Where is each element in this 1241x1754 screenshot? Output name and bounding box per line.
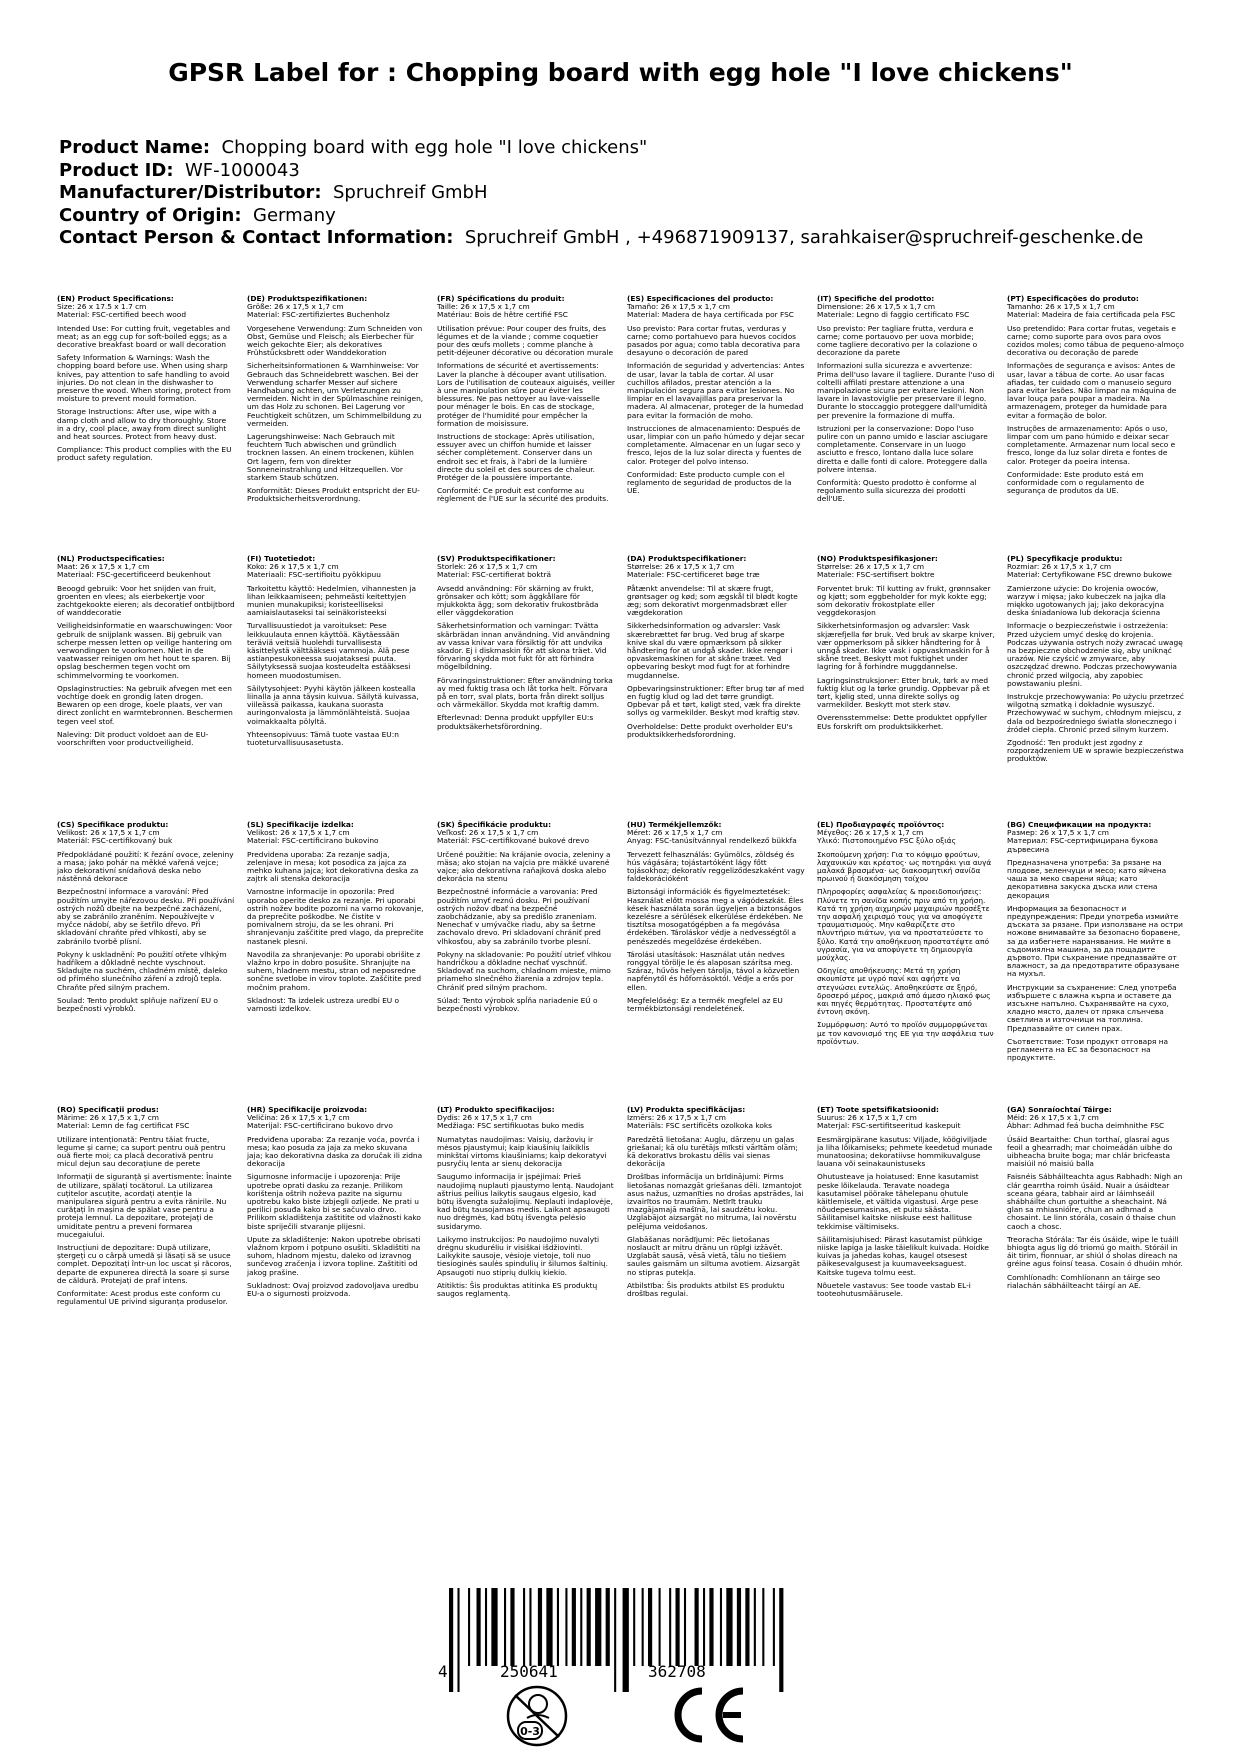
language-paragraph: Upute za skladištenje: Nakon upotrebe obrisati vlažnom krpom i potpuno osušiti. Skladištiti na suhom, hladnom mjestu, daleko od izravnog sunčevog zračenja i izvora topline. Zaštititi od jakog prašine. [247,1234,421,1277]
language-heading: (EL) Προδιαγραφές προϊόντος: [817,820,945,829]
barcode-bar [684,1588,686,1666]
language-heading: (BG) Спецификации на продукта: [1007,820,1152,829]
language-block [247,295,425,509]
language-paragraph: Συμμόρφωση: Αυτό το προϊόν συμμορφώνεται με τον κανονισμό της ΕΕ για την ασφάλεια των προϊόντων. [817,1020,994,1046]
language-paragraph: Velikost: 26 x 17,5 x 1,7 cm Material: FSC-certificirano bukovino [247,828,379,846]
language-paragraph: Pokyny k uskladnění: Po použití otřete vlhkým hadříkem a důkladně nechte vyschnout. Skladujte na suchém, chladném místě, daleko od přímého slunečního záření a zdrojů tepla. Chraňte před silným prachem. [57,949,228,992]
barcode-bar [595,1588,601,1666]
language-paragraph: Conformitate: Acest produs este conform cu regulamentul UE privind siguranța produselor. [57,1289,228,1307]
language-block [437,1106,615,1311]
info-label: Manufacturer/Distributor: [59,182,322,203]
barcode-bar [709,1588,713,1666]
barcode-bar [449,1588,453,1692]
language-block [57,1106,235,1311]
language-row [57,1106,1187,1311]
language-paragraph: Informazioni sulla sicurezza e avvertenze: Prima dell'uso lavare il tagliere. Durante l'uso di coltelli affilati prestare attenzione a una manipolazione sicura per evitare lesioni. Non lavare in lavastoviglie per preservare il legno. Durante lo stoccaggio proteggere dall'umidità per prevenire la formazione di muffa. [817,361,995,420]
language-paragraph: Größe: 26 x 17,5 x 1,7 cm Material: FSC-zertifiziertes Buchenholz [247,302,390,320]
language-paragraph: Instrukcje przechowywania: Po użyciu przetrzeć wilgotną szmatką i dokładnie wysuszyć. Przechowywać w suchym, chłodnym miejscu, z dala od bezpośredniego światła słonecznego i źródeł ciepła. Chronić przed silnym kurzem. [1007,692,1184,734]
barcode-bar [457,1588,459,1692]
language-paragraph: Vorgesehene Verwendung: Zum Schneiden von Obst, Gemüse und Fleisch; als Eierbecher für weich gekochte Eier; als dekoratives Frühstücksbrett oder Wanddekoration [247,323,423,358]
language-heading: (RO) Specificații produs: [57,1105,159,1114]
barcode-bar [538,1588,542,1666]
language-paragraph: Conformidade: Este produto está em conformidade com o regulamento de segurança de produtos da UE. [1007,469,1145,496]
language-paragraph: Zamierzone użycie: Do krojenia owoców, warzyw i mięsa; jako kubeczek na jajka dla miękko ugotowanych jaj; jako dekoracyjna deska śniadaniowa lub dekoracja ścienna [1007,583,1166,618]
language-heading: (FR) Spécifications du produit: [437,294,565,303]
language-paragraph: Méret: 26 x 17,5 x 1,7 cm Anyag: FSC-tanúsítvánnyal rendelkező bükkfa [627,828,797,846]
language-block [57,555,235,769]
language-paragraph: Beoogd gebruik: Voor het snijden van fruit, groenten en vlees; als eierbekertje voor zachtgekookte eieren; als decoratief ontbijtbord of wanddecoratie [57,583,235,618]
language-heading: (FI) Tuotetiedot: [247,554,316,563]
language-paragraph: Størrelse: 26 x 17,5 x 1,7 cm Materiale: FSC-sertifisert boktre [817,562,935,580]
language-heading: (NL) Productspecificaties: [57,554,165,563]
barcode-bar [504,1588,506,1666]
language-paragraph: Izmērs: 26 x 17,5 x 1,7 cm Materiāls: FSC sertificēts ozolkoka koks [627,1113,772,1131]
barcode-bar [614,1588,616,1692]
language-paragraph: Tamanho: 26 x 17,5 x 1,7 cm Material: Madeira de faia certificada pela FSC [1007,302,1176,320]
language-paragraph: Treoracha Stórála: Tar éis úsáide, wipe le tuáill bhiogta agus lig dó triomú go maith. Stóráil in áit tirim, fionnuar, ar shiúl ó sholas díreach na gréine agus foinsí teasa. Cosain ó dhuóin mhór. [1007,1234,1183,1269]
barcode-bar [703,1588,705,1666]
language-paragraph: Uso previsto: Para cortar frutas, verduras y carne; como portahuevo para huevos cocidos pasados por agua; como tabla decorativa para desayuno o decoración de pared [627,323,800,358]
language-paragraph: Overensstemmelse: Dette produktet oppfyller EUs forskrift om produktsikkerhet. [817,713,988,731]
language-paragraph: Información de seguridad y advertencias: Antes de usar, lavar la tabla de cortar. Al usar cuchillos afilados, prestar atención a la manipulación segura para evitar lesiones. No limpiar en el lavavajillas para preservar la madera. Al almacenar, proteger de la humedad para evitar la formación de moho. [627,361,805,420]
language-row [57,555,1187,769]
language-paragraph: Informações de segurança e avisos: Antes de usar, lavar a tábua de corte. Ao usar facas afiadas, ter cuidado com o manuseio seguro para evitar lesões. Não limpar na máquina de lavar louça para poupar a madeira. Na armazenagem, proteger da humidade para evitar a formação de bolor. [1007,361,1177,420]
ce-mark-icon [667,1685,749,1745]
language-paragraph: Conformidad: Este producto cumple con el reglamento de seguridad de productos de la UE. [627,469,792,496]
language-block [1007,295,1185,509]
age-warning-0-3-icon [505,1684,569,1748]
info-value: Spruchreif GmbH , +496871909137, sarahkaiser@spruchreif-geschenke.de [464,227,1144,248]
barcode-bar [726,1588,732,1666]
barcode-digits-mid: 250641 [500,1662,558,1681]
language-block [247,821,425,1067]
language-block [437,555,615,769]
language-paragraph: Storage Instructions: After use, wipe with a damp cloth and allow to dry thoroughly. Store in a dry, cool place, away from direct sunlight and heat sources. Protect from heavy dust. [57,407,227,442]
language-paragraph: Uso previsto: Per tagliare frutta, verdura e carne; come portauovo per uova morbide; come tagliere decorativo per la colazione o decorazione da parete [817,323,978,358]
language-heading: (DE) Produktspezifikationen: [247,294,368,303]
language-paragraph: Zgodność: Ten produkt jest zgodny z rozporządzeniem UE w sprawie bezpieczeństwa produktów. [1007,738,1184,764]
language-paragraph: Πληροφορίες ασφαλείας & προειδοποιήσεις: Πλύνετε τη σανίδα κοπής πριν από τη χρήση. Κατά τη χρήση αιχμηρών μαχαιριών προσέξτε την ασφαλή χειρισμό τους για να αποφύγετε τραυματισμούς. Μην καθαρίζετε στο πλυντήριο πιάτων, για να προστατεύσετε το ξύλο. Κατά την αποθήκευση προστατέψτε από υγρασία, για να αποφύγετε τη δημιουργία μούχλας. [817,887,990,963]
language-paragraph: Предназначена употреба: За рязане на плодове, зеленчуци и месо; като яйчена чаша за меко сварени яйца; като декоративна закуска дъска или стена декорация [1007,857,1167,900]
language-paragraph: Predvidena uporaba: Za rezanje sadja, zelenjave in mesa; kot posodica za jajca za mehko kuhana jajca; kot dekorativna deska za zajtrk ali stenska dekoracija [247,849,419,884]
language-block [437,821,615,1067]
language-paragraph: Storlek: 26 x 17,5 x 1,7 cm Material: FSC-certifierat bokträ [437,562,552,580]
language-paragraph: Οδηγίες αποθήκευσης: Μετά τη χρήση σκουπίστε με υγρό πανί και αφήστε να στεγνώσει εντελώς. Αποθηκεύστε σε ξηρό, δροσερό μέρος, μακριά από άμεσο ηλιακό φως και πηγές θερμότητας. Προστατέψτε από έντονη σκόνη. [817,966,991,1017]
language-block [57,821,235,1067]
barcode-bar [623,1588,629,1692]
language-block [627,821,805,1067]
language-paragraph: Säilytysohjeet: Pyyhi käytön jälkeen kostealla liinalla ja anna täysin kuivua. Säilytä kuivassa, viileässä paikassa, kaukana suorasta auringonvalosta ja lämmönlähteistä. Suojaa voimakkaalta pölyltä. [247,683,419,726]
language-heading: (SK) Špecifikácie produktu: [437,820,552,829]
info-label: Product ID: [59,159,174,181]
barcode-bar [720,1588,722,1666]
barcode-bar [773,1588,775,1666]
language-paragraph: Påtænkt anvendelse: Til at skære frugt, grøntsager og kød; som ægskål til blødt kogte æg; som dekorativt morgenmadsbræt eller vægdekoration [627,583,798,618]
contact-row [59,227,1143,250]
language-heading: (ET) Toote spetsifikatsioonid: [817,1105,939,1114]
info-value: Chopping board with egg hole "I love chickens" [221,137,648,158]
barcode-bar [762,1588,764,1666]
barcode-bar [580,1588,582,1666]
svg-text:0-3: 0-3 [520,1725,540,1738]
language-paragraph: Mărime: 26 x 17,5 x 1,7 cm Material: Lemn de fag certificat FSC [57,1113,190,1131]
language-paragraph: Tervezett felhasználás: Gyümölcs, zöldség és hús vágására; tojástartóként lágy főtt tojásokhoz; dekoratív reggeliződeszkaként vagy faldekorációként [627,849,805,884]
language-paragraph: Size: 26 x 17.5 x 1.7 cm Material: FSC-certified beech wood [57,302,187,320]
language-paragraph: Úsáid Beartaithe: Chun torthaí, glasraí agus feoil a ghearradh; mar choimeádán uibhe do uibheacha bruite boga; mar chlár bricfeasta maisiúil nó maisiú balla [1007,1134,1173,1169]
barcode-bar [675,1588,679,1666]
language-paragraph: Sigurnosne informacije i upozorenja: Prije upotrebe oprati dasku za rezanje. Prilikom korištenja oštrih noževa pazite na sigurnu upotrebu kako biste izbjegli ozljede. Ne prati u perilici posuđa kako bi se sačuvalo drvo. Prilikom skladištenja zaštitite od vlažnosti kako biste spriječili stvaranje plijesni. [247,1172,421,1231]
language-paragraph: Uso pretendido: Para cortar frutas, vegetais e carne; como suporte para ovos para ovos cozidos moles; como tábua de pequeno-almoço decorativa ou decoração de parede [1007,323,1184,358]
info-value: Spruchreif GmbH [332,182,488,203]
language-paragraph: Určené použitie: Na krájanie ovocia, zeleniny a mäsa; ako stojan na vajcia pre mäkké uvarené vajce; ako dekoratívna raňajková doska alebo dekorácia na stenu [437,849,611,884]
product-name-row [59,137,1143,160]
language-paragraph: Bezpečnostné informácie a varovania: Pred použitím umyť reznú dosku. Pri používaní ostrých nožov dbať na bezpečné zaobchádzanie, aby sa predišlo zraneniam. Nenechať v umývačke riadu, aby sa šetrne zachovalo drevo. Pri skladovaní chrániť pred vlhkosťou, aby sa zabránilo tvorbe plesní. [437,887,601,946]
language-paragraph: Intended Use: For cutting fruit, vegetables and meat; as an egg cup for soft-boiled eggs; as a decorative breakfast board or wall decoration [57,323,231,350]
barcode-bar [491,1588,497,1666]
language-heading: (HR) Specifikacije proizvoda: [247,1105,368,1114]
language-paragraph: Navodila za shranjevanje: Po uporabi obrišite z vlažno krpo in dobro posušite. Shranjujte na suhem, hladnem mestu, stran od neposredne sončne svetlobe in virov toplote. Zaščitite pred močnim prahom. [247,949,422,992]
language-heading: (NO) Produktspesifikasjoner: [817,554,938,563]
barcode-bar [737,1588,741,1666]
language-paragraph: Suurus: 26 x 17,5 x 1,7 cm Materjal: FSC-sertifitseeritud kaskepuit [817,1113,961,1131]
language-paragraph: Sikkerhetsinformasjon og advarsler: Vask skjærefjella før bruk. Ved bruk av skarpe kniver, vær oppmerksom på sikker håndtering for å unngå skader. Ikke vask i oppvaskmaskin for å skåne treet. Beskytt mot fuktighet under lagring for å forhindre muggdannelse. [817,621,995,672]
barcode-bar [485,1588,487,1666]
language-paragraph: Bezpečnostní informace a varování: Před použitím umyjte nářezovou desku. Při používání ostrých nožů dbejte na bezpečné zacházení, aby se zabránilo zraněním. Nepoužívejte v myčce nádobí, aby se šetřilo dřevo. Při skladování chraňte před vlhkostí, aby se zabránilo tvorbě plísní. [57,887,235,946]
language-paragraph: Förvaringsinstruktioner: Efter användning torka av med fuktig trasa och låt torka helt. Förvara på en torr, sval plats, borta från direkt solljus och värmekällor. Skydda mot kraftig damm. [437,675,613,710]
language-paragraph: Veľkosť: 26 x 17,5 x 1,7 cm Materiál: FSC-certifikované bukové drevo [437,828,589,846]
info-value: WF-1000043 [184,159,300,181]
barcode-bar [659,1588,661,1666]
language-block [1007,555,1185,769]
language-heading: (HU) Termékjellemzők: [627,820,722,829]
language-paragraph: Instruções de armazenamento: Após o uso, limpar com um pano húmido e deixar secar completamente. Armazenar num local seco e fresco, longe da luz solar direta e fontes de calor. Proteger da poeira intensa. [1007,423,1176,466]
language-block [817,1106,995,1311]
language-paragraph: Opbevaringsinstruktioner: Efter brug tør af med en fugtig klud og lad det tørre grundigt. Opbevar på et tørt, køligt sted, væk fra direkte sollys og varmekilder. Beskyt mod kraftig støv. [627,683,805,718]
language-paragraph: Numatytas naudojimas: Vaisių, daržovių ir mėsos pjaustymui; kaip kiaušinių laikiklis minkštai virtoms kiaušiniams; kaip dekoratyvi pusryčių lenta ar sienų dekoracija [437,1134,607,1169]
language-block [247,1106,425,1311]
language-paragraph: Paredzētā lietošana: Augļu, dārzeņu un gaļas griešanai; kā olu turētājs mīksti vārītām olām; kā dekoratīvs brokastu dēlis vai sienas dekorācija [627,1134,798,1169]
barcode-bar [557,1588,559,1666]
language-paragraph: Megfelelőség: Ez a termék megfelel az EU termékbiztonsági rendeletének. [627,995,783,1014]
language-paragraph: Размер: 26 x 17,5 x 1,7 cm Материал: FSC-сертифицирана букова дървесина [1007,828,1159,854]
language-paragraph: Soulad: Tento produkt splňuje nařízení EU o bezpečnosti výrobků. [57,995,218,1014]
language-paragraph: Instrucțiuni de depozitare: După utilizare, ștergeți cu o cârpă umedă și lăsați să se usuce complet. Depozitați într-un loc uscat și răcoros, departe de expunerea directă la soare și surse de căldură. Protejați de praf intens. [57,1243,232,1285]
language-paragraph: Tamaño: 26 x 17,5 x 1,7 cm Material: Madera de haya certificada por FSC [627,302,794,320]
language-paragraph: Efterlevnad: Denna produkt uppfyller EU:s produktsäkerhetsförordning. [437,713,594,731]
language-paragraph: Varnostne informacije in opozorila: Pred uporabo operite desko za rezanje. Pri uporabi ostrih nožev bodite pozorni na varno rokovanje, da preprečite poškodbe. Ne čistite v pomivalnem stroju, da se les ohrani. Pri shranjevanju zaščitite pred vlago, da preprečite nastanek plesni. [247,887,424,946]
barcode-bar [669,1588,671,1666]
language-paragraph: Safety Information & Warnings: Wash the chopping board before use. When using sharp knives, pay attention to safe handling to avoid injuries. Do not clean in the dishwasher to preserve the wood. When storing, protect from moisture to prevent mould formation. [57,353,231,404]
page-title: GPSR Label for : Chopping board with egg hole "I love chickens" [168,58,1073,87]
language-paragraph: Avsedd användning: För skärning av frukt, grönsaker och kött; som äggkållare för mjukkokta ägg; som dekorativ frukostbräda eller väggdekoration [437,583,599,618]
language-heading: (SV) Produktspecifikationer: [437,554,556,563]
language-heading: (LV) Produkta specifikācijas: [627,1105,746,1114]
language-block [1007,1106,1185,1311]
language-heading: (GA) Sonraíochtaí Táirge: [1007,1105,1112,1114]
language-paragraph: Yhteensopivuus: Tämä tuote vastaa EU:n tuoteturvallisuusasetusta. [247,729,399,748]
language-paragraph: Istruzioni per la conservazione: Dopo l'uso pulire con un panno umido e lasciar asciugare completamente. Conservare in un luogo asciutto e fresco, lontano dalla luce solare diretta e dalle fonti di calore. Proteggere dalla polvere intensa. [817,423,988,474]
language-paragraph: Pokyny na skladovanie: Po použití utrieť vlhkou handričkou a dôkladne nechať vyschnúť. Skladovať na suchom, chladnom mieste, mimo priameho slnečného žiarenia a zdrojov tepla. Chrániť pred silným prachom. [437,949,612,992]
language-paragraph: Informations de sécurité et avertissements: Laver la planche à découper avant utilisation. Lors de l'utilisation de couteaux aiguisés, veiller à une manipulation sûre pour éviter les blessures. Ne pas nettoyer au lave-vaisselle pour ménager le bois. En cas de stockage, protéger de l'humidité pour empêcher la formation de moisissure. [437,361,615,428]
language-paragraph: Sikkerhedsinformation og advarsler: Vask skærebrættet før brug. Ved brug af skarpe knive skal du være opmærksom på sikker håndtering for at undgå skader. Ikke rengør i opvaskemaskinen for at skåne træet. Ved opbevaring beskyt mod fugt for at forhindre mugdannelse. [627,621,793,680]
barcode [435,1588,815,1692]
language-paragraph: Taille: 26 x 17,5 x 1,7 cm Matériau: Bois de hêtre certifié FSC [437,302,568,320]
language-paragraph: Инструкции за съхранение: След употреба избършете с влажна кърпа и оставете да изсъхне напълно. Съхранявайте на сухо, хладно място, далеч от пряка слънчева светлина и източници на топлина. Предпазвайте от силен прах. [1007,982,1177,1033]
language-block [817,295,995,509]
language-block [627,295,805,509]
barcode-bar [546,1588,552,1666]
language-paragraph: Biztonsági információk és figyelmeztetések: Használat előtt mossa meg a vágódeszkát. Éles kések használata során ügyeljen a biztonságos kezelésre a sérülések elkerülése érdekében. Ne tisztítsa mosogatógépben a fa megóvása érdekében. Tároláskor védje a nedvességtől a penészedés megelőzése érdekében. [627,887,804,946]
barcode-bar [572,1588,576,1666]
language-paragraph: Säkerhetsinformation och varningar: Tvätta skärbrädan innan användning. Vid användning av vassa knivar vara försiktig för att undvika skador. Ej i diskmaskin för att skona träet. Vid förvaring skydda mot fukt för att förhindra mögelbildning. [437,621,610,672]
barcode-bar [648,1588,652,1666]
language-heading: (SL) Specifikacije izdelka: [247,820,354,829]
language-paragraph: Μέγεθος: 26 x 17,5 x 1,7 cm Υλικό: Πιστοποιημένο FSC ξύλο οξιάς [817,828,956,846]
country-row [59,205,1143,228]
language-paragraph: Σκοπούμενη χρήση: Για το κόψιμο φρούτων, λαχανικών και κρέατος· ως ποτηράκι για αυγά μαλακά βρασμένα· ως διακοσμητική σανίδα πρωινού ή διακόσμηση τοίχου [817,849,992,884]
language-block [57,295,235,509]
barcode-bar [565,1588,567,1666]
language-block [817,555,995,769]
language-block [437,295,615,509]
barcode-bar [606,1588,610,1666]
info-label: Country of Origin: [59,204,242,226]
barcode-bar [745,1588,749,1666]
language-paragraph: Comhlíonadh: Comhlíonann an táirge seo rialachán sábháilteacht táirgí an AE. [1007,1272,1161,1290]
language-paragraph: Tárolási utasítások: Használat után nedves ronggyal törölje le és alaposan szárítsa meg. Száraz, hűvös helyen tárolja, távol a közvetlen napfénytől és hőforrásoktól. Védje a erős por ellen. [627,949,800,992]
language-paragraph: Konformität: Dieses Produkt entspricht der EU-Produktsicherheitsverordnung. [247,486,420,504]
language-paragraph: Nõuetele vastavus: See toode vastab EL-i tooteohutusmäärusele. [817,1280,971,1299]
language-paragraph: Størrelse: 26 x 17,5 x 1,7 cm Materiale: FSC-certificeret bøge træ [627,562,760,580]
language-paragraph: Veiligheidsinformatie en waarschuwingen: Voor gebruik de snijplank wassen. Bij gebruik van scherpe messen letten op veilige hantering om verwondingen te voorkomen. Niet in de vaatwasser reinigen om het hout te sparen. Bij opslag beschermen tegen vocht om schimmelvorming te voorkomen. [57,621,233,680]
info-label: Product Name: [59,137,211,158]
language-paragraph: Sukladnost: Ovaj proizvod zadovoljava uredbu EU-a o sigurnosti proizvoda. [247,1280,419,1299]
barcode-bar [695,1588,699,1666]
language-paragraph: Utilizare intenționată: Pentru tăiat fructe, legume și carne; ca suport pentru ouă pentru ouă fierte moi; ca placă decorativă pentru micul dejun sau decorațiune de perete [57,1134,226,1169]
barcode-bar [779,1588,783,1692]
language-paragraph: Ohutusteave ja hoiatused: Enne kasutamist peske lõikelauda. Teravate noadega kasutamisel pöörake tähelepanu ohutule käitlemisele, et vältida vigastusi. Ärge pese nõudepesumasinas, et puitu säästa. Säilitamisel kaitske niiskuse eest hallituse tekkimise vältimiseks. [817,1172,979,1231]
barcode-bar [587,1588,591,1666]
language-paragraph: Lagerungshinweise: Nach Gebrauch mit feuchtem Tuch abwischen und gründlich trocknen lassen. An einem trockenen, kühlen Ort lagern, fern von direkter Sonneneinstrahlung und Hitzequellen. Vor starkem Staub schützen. [247,432,414,483]
barcode-bar [477,1588,481,1666]
language-paragraph: Laikymo instrukcijos: Po naudojimo nuvalyti drėgnu skuduréliu ir visiškai išdžiovinti. Laikykite sausoje, vėsioje vietoje, toli nuo tiesioginės saulės spindulių ir šilumos šaltinių. Apsaugoti nuo stiprių dulkių kiekio. [437,1234,608,1277]
language-paragraph: Faisnéis Sábháilteachta agus Rabhadh: Nigh an clár gearrtha roimh úsáid. Nuair a úsáidtear sceana géara, tabhair aird ar láimhseáil shábháilte chun gortuithe a sheachaint. Ná glan sa mhiasniólre, chun an adhmad a chosaint. Le linn stórála, cosain ó thaise chun caoch a chosc. [1007,1172,1183,1231]
barcode-bar [529,1588,531,1666]
language-heading: (EN) Product Specifications: [57,294,174,303]
language-paragraph: Skladnost: Ta izdelek ustreza uredbi EU o varnosti izdelkov. [247,995,400,1014]
language-block [247,555,425,769]
language-paragraph: Naleving: Dit product voldoet aan de EU-voorschriften voor productveiligheid. [57,729,209,748]
language-paragraph: Atbilstība: Šis produkts atbilst ES produktu drošības regulai. [627,1280,785,1299]
language-paragraph: Velikost: 26 x 17,5 x 1,7 cm Materiál: FSC-certifikovaný buk [57,828,173,846]
product-info [59,137,1143,250]
language-paragraph: Instructions de stockage: Après utilisation, essuyer avec un chiffon humide et laisser sécher complètement. Conserver dans un endroit sec et frais, à l'abri de la lumière directe du soleil et des sources de chaleur. Protéger de la poussière importante. [437,432,596,483]
language-paragraph: Súlad: Tento výrobok spĺňa nariadenie EÚ o bezpečnosti výrobkov. [437,995,598,1014]
language-paragraph: Koko: 26 x 17,5 x 1,7 cm Materiaali: FSC-sertifioitu pyökkipuu [247,562,381,580]
barcode-bar [642,1588,644,1666]
barcode-bar [468,1588,470,1666]
product-id-row [59,160,1143,183]
language-paragraph: Compliance: This product complies with the EU product safety regulation. [57,445,232,463]
language-block [817,821,995,1067]
language-row [57,821,1187,1067]
language-heading: (LT) Produkto specifikacijos: [437,1105,555,1114]
language-row [57,295,1187,509]
language-paragraph: Lagringsinstruksjoner: Etter bruk, tørk av med fuktig klut og la tørke grundig. Oppbevar på et tørt, kjølig sted, unna direkte sollys og varmekilder. Beskytt mot sterk støv. [817,675,990,710]
language-paragraph: Информация за безопасност и предупреждения: Преди употреба измийте дъската за рязане. При използване на остри ножове внимавайте за безопасно боравене, за да избегнете наранявания. Не мийте в съдомиялна машина, за да пощадите дървото. При съхранение предпазвайте от влажност, за да предотвратите образуване на мухъл. [1007,903,1183,979]
language-paragraph: Turvallisuustiedot ja varoitukset: Pese leikkuulauta ennen käyttöä. Käytäessään teräviä veitsiä huolehdi turvallisesta käsittelystä välttääksesi vammoja. Älä pese astianpesukoneessa suojataksesi puuta. Säilytyksessä suojaa kosteudelta estääksesi homeen muodostumisen. [247,621,411,680]
language-paragraph: Saugumo informacija ir įspėjimai: Prieš naudojimą nuplauti pjaustymo lentą. Naudojant aštrius peilius laikytis saugaus elgesio, kad būtų išvengta sužalojimų. Neplauti indaplovėje, kad būtų tausojamas medis. Laikant apsaugoti nuo drėgmės, kad būtų išvengta pelėsio susidarymo. [437,1172,614,1231]
language-block [627,555,805,769]
language-block [627,1106,805,1311]
language-paragraph: Informacje o bezpieczeństwie i ostrzeżenia: Przed użyciem umyć deskę do krojenia. Podczas używania ostrych noży zwracać uwagę na bezpieczne obchodzenie się, aby uniknąć urazów. Nie czyścić w zmywarce, aby oszczędzać drewno. Podczas przechowywania chronić przed wilgocią, aby zapobiec powstawaniu pleśni. [1007,621,1183,688]
language-paragraph: Dydis: 26 x 17,5 x 1,7 cm Medžiaga: FSC sertifikuotas buko medis [437,1113,584,1131]
language-paragraph: Sicherheitsinformationen & Warnhinweise: Vor Gebrauch das Schneidebrett waschen. Bei der Verwendung scharfer Messer auf sichere Handhabung achten, um Verletzungen zu vermeiden. Nicht in der Spülmaschine reinigen, um das Holz zu schonen. Bei Lagerung vor Feuchtigkeit schützen, um Schimmelbildung zu vermeiden. [247,361,424,428]
language-paragraph: Informații de siguranță și avertismente: Înainte de utilizare, spălați tocătorul. La utilizarea cuțitelor ascuțite, acordați atenție la manipularea sigură pentru a evita rănirile. Nu curățați în mașina de spălat vase pentru a proteja lemnul. La depozitare, protejați de umiditate pentru a preveni formarea mucegaiului. [57,1172,232,1239]
barcode-bar [633,1588,635,1666]
language-paragraph: Overholdelse: Dette produkt overholder EU's produktsikkerhedsforordning. [627,721,793,739]
language-paragraph: Rozmiar: 26 x 17,5 x 1,7 cm Materiał: Certyfikowane FSC drewno bukowe [1007,562,1172,580]
language-paragraph: Säilitamisjuhised: Pärast kasutamist pühkige niiske lapiga ja laske täielikult kuivada. Hoidke kuivas ja jahedas kohas, kaugel otsesest päikesevalgusest ja kuumaveeksaguest. Kaitske tugeva tolmu eest. [817,1234,989,1277]
language-heading: (PT) Especificações do produto: [1007,294,1139,303]
info-value: Germany [253,204,336,226]
barcode-bar [523,1588,525,1666]
barcode-bar [754,1588,756,1666]
language-paragraph: Predviđena uporaba: Za rezanje voća, povrća i mesa; kao posuda za jaja za meko skuvana jaja; kao dekorativna daska za doručak ili zidna dekoracija [247,1134,423,1169]
barcode-digit-left: 4 [438,1662,448,1681]
language-paragraph: Instrucciones de almacenamiento: Después de usar, limpiar con un paño húmedo y dejar secar completamente. Almacenar en un lugar seco y fresco, lejos de la luz solar directa y fuentes de calor. Proteger del polvo intenso. [627,423,805,466]
language-paragraph: Opslaginstructies: Na gebruik afvegen met een vochtige doek en grondig laten drogen. Bewaren op een droge, koele plaats, ver van direct zonlicht en warmtebronnen. Beschermen tegen veel stof. [57,683,233,726]
language-paragraph: Utilisation prévue: Pour couper des fruits, des légumes et de la viande ; comme coquetier pour des œufs mollets ; comme planche à petit-déjeuner décorative ou décoration murale [437,323,614,358]
language-paragraph: Conformità: Questo prodotto è conforme al regolamento sulla sicurezza dei prodotti dell'UE. [817,478,977,504]
language-paragraph: Předpokládané použití: K řezání ovoce, zeleniny a masa; jako pohár na měkké vařená vejce; jako dekorativní snídaňová deska nebo nástěnná dekorace [57,849,234,884]
language-block [1007,821,1185,1067]
manufacturer-row [59,182,1143,205]
language-paragraph: Drošības informācija un brīdinājumi: Pirms lietošanas nomazgāt griešanas dēli. Izmantojot asus nažus, uzmanīties no drošas apstrādes, lai izvairītos no traumām. Netīrīt trauku mazgājamajā mašīnā, lai saudzētu koku. Uzglabājot aizsargāt no mitruma, lai novērstu pelējuma veidošanos. [627,1172,804,1231]
language-paragraph: Eesmärgipärane kasutus: Viljade, köögiviljade ja liha lõikamiseks; pehmete keedetud munade munatoosina; dekoratiivse hommikuvalguse lauana või seinakaunistuseks [817,1134,993,1169]
language-paragraph: Maat: 26 x 17,5 x 1,7 cm Materiaal: FSC-gecertificeerd beukenhout [57,562,211,580]
language-paragraph: Съответствие: Този продукт отговаря на регламента на ЕС за безопасност на продуктите. [1007,1036,1169,1063]
language-paragraph: Méid: 26 x 17,5 x 1,7 cm Ábhar: Adhmad feá bucha deimhnithe FSC [1007,1113,1165,1131]
language-heading: (IT) Specifiche del prodotto: [817,294,935,303]
language-paragraph: Forventet bruk: Til kutting av frukt, grønnsaker og kjøtt; som eggbeholder for myk kokte egg; som dekorativ frokostplate eller veggdekorasjon [817,583,991,618]
language-heading: (PL) Specyfikacje produktu: [1007,554,1123,563]
language-paragraph: Atitiktis: Šis produktas atitinka ES produktų saugos reglamentą. [437,1280,598,1299]
language-paragraph: Veličina: 26 x 17,5 x 1,7 cm Materijal: FSC-certificirano bukovo drvo [247,1113,393,1131]
info-label: Contact Person & Contact Information: [59,227,454,248]
barcode-digits-right: 362708 [648,1662,706,1681]
language-heading: (CS) Specifikace produktu: [57,820,169,829]
language-paragraph: Tarkoitettu käyttö: Hedelmien, vihannesten ja lihan leikkaamiseen; pehmeästi keitettyjen munien munakupiksi; koristeelliseksi aamiaislautaseksi tai seinäkoristeeksi [247,583,416,618]
barcode-bar [510,1588,514,1666]
language-heading: (ES) Especificaciones del producto: [627,294,774,303]
language-paragraph: Conformité: Ce produit est conforme au règlement de l'UE sur la sécurité des produits. [437,486,609,504]
language-paragraph: Glabāšanas norādījumi: Pēc lietošanas noslaucīt ar mitru drānu un rūpīgi izžāvēt. Uzglabāt sausā, vēsā vietā, tālu no tiešiem saules gaismām un siltuma avotiem. Aizsargāt no stipras putekļa. [627,1234,800,1277]
language-paragraph: Dimensione: 26 x 17,5 x 1,7 cm Materiale: Legno di faggio certificato FSC [817,302,970,320]
language-heading: (DA) Produktspecifikationer: [627,554,747,563]
